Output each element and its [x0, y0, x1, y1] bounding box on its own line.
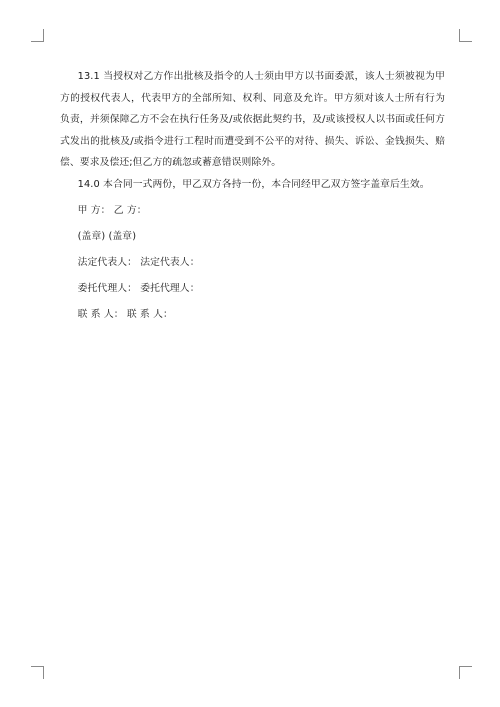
signature-parties: 甲 方： 乙 方：	[77, 205, 147, 216]
signature-block	[60, 198, 445, 328]
signature-authorized-agent: 委托代理人： 委托代理人：	[77, 283, 200, 294]
clause-13-1: 13.1 当授权对乙方作出批核及指令的人士须由甲方以书面委派，该人士须被视为甲方的授权代表人，代表甲方的全部所知、权利、同意及允许。甲方须对该人士所有行为负责，并须保障乙方不会在执行任务及/或依据此契约书，及/或该授权人以书面或任何方式发出的批核及/或指令进行工程时而遭受到不公平的对待、损失、诉讼、金钱损失、赔偿、要求及偿还;但乙方的疏忽或蓄意错误则除外。	[60, 71, 445, 168]
signature-contact-person: 联 系 人： 联 系 人：	[77, 309, 173, 320]
clause-14-0: 14.0 本合同一式两份，甲乙双方各持一份，本合同经甲乙双方签字盖章后生效。	[77, 178, 430, 190]
document-body	[60, 66, 445, 328]
signature-legal-representative: 法定代表人： 法定代表人：	[77, 257, 200, 268]
crop-mark-top-right	[459, 29, 472, 42]
signature-seal: (盖章) (盖章)	[77, 231, 137, 242]
crop-mark-bottom-left	[31, 666, 44, 679]
crop-mark-top-left	[31, 29, 44, 42]
crop-mark-bottom-right	[459, 666, 472, 679]
